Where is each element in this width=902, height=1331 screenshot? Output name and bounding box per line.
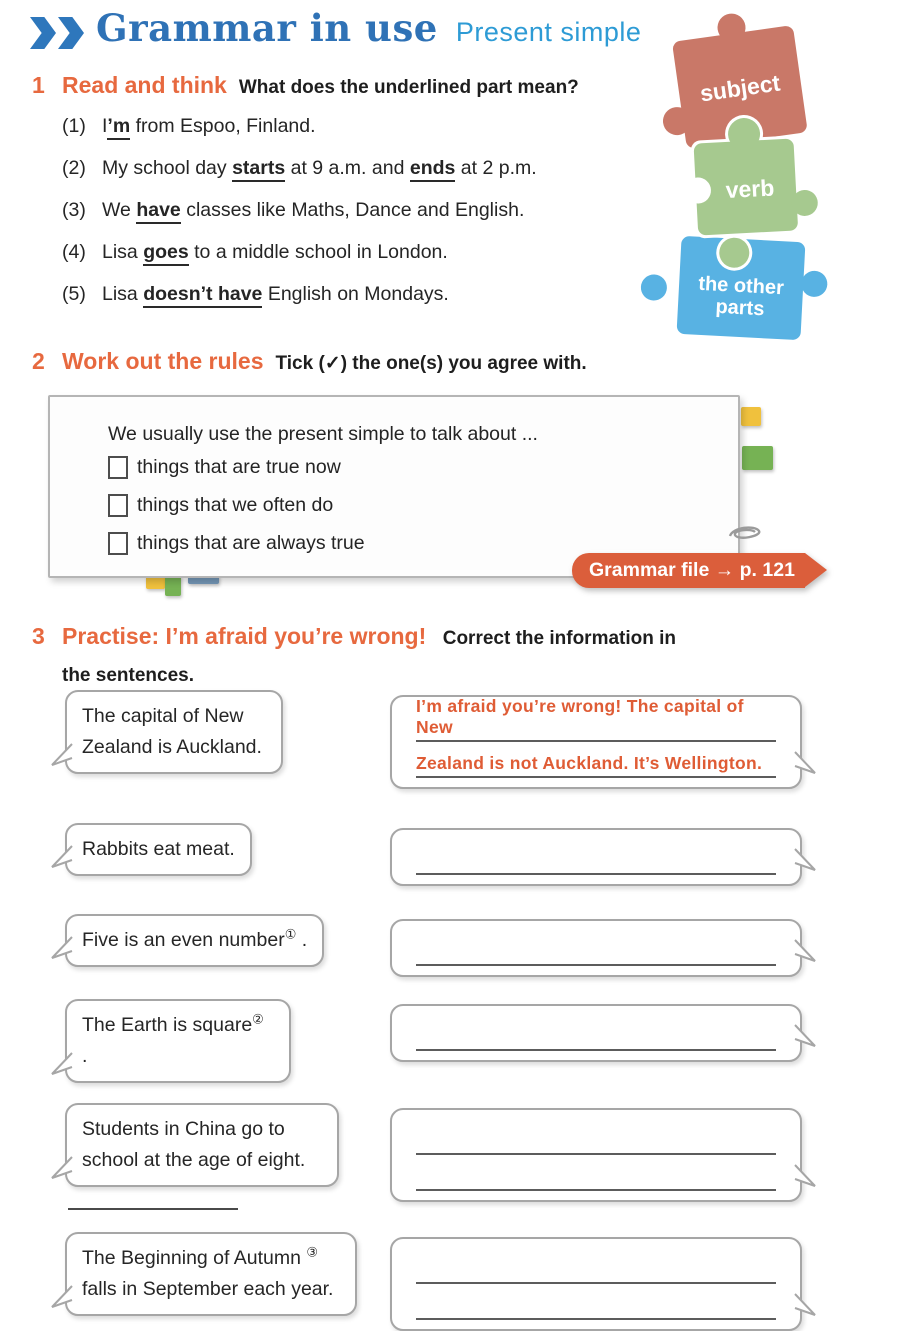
response-bubble <box>390 1237 802 1331</box>
statement-text <box>82 1011 264 1067</box>
underlined-part: ends <box>410 157 456 182</box>
response-bubble <box>390 1108 802 1202</box>
text-run: Rabbits eat meat. <box>82 838 235 860</box>
whiteboard-area <box>48 395 795 581</box>
pair-row <box>65 1232 802 1331</box>
underlined-part: starts <box>232 157 285 182</box>
sentence-item <box>62 157 537 180</box>
statement-text <box>82 1244 334 1300</box>
statement-bubble <box>65 1103 339 1187</box>
underlined-part: have <box>136 199 180 224</box>
statement-text <box>82 926 308 951</box>
section-title: Read and think <box>62 72 227 98</box>
statement-bubble <box>65 823 252 876</box>
statement-text <box>82 705 262 758</box>
bubble-tail <box>794 1164 816 1188</box>
rule-options <box>50 456 738 555</box>
marker-yellow-right <box>741 407 761 426</box>
pair-row <box>65 999 802 1083</box>
footnote-marker: ③ <box>306 1244 319 1260</box>
rule-option-label: things that we often do <box>137 494 334 516</box>
answer-line[interactable] <box>416 1119 776 1155</box>
statement-bubble <box>65 690 283 774</box>
bubble-tail <box>51 743 73 767</box>
marker-green-bottom <box>165 575 181 596</box>
rule-option-label: things that are true now <box>137 456 341 478</box>
footnote-marker: ① <box>284 926 297 942</box>
item-text <box>102 115 316 138</box>
bubble-tail <box>794 848 816 872</box>
section3-heading <box>32 618 692 695</box>
text-run: Lisa <box>102 283 144 305</box>
section-number: 1 <box>32 72 45 98</box>
item-number: (5) <box>62 283 86 305</box>
footnote-marker: ② <box>252 1011 264 1027</box>
footnote-divider <box>68 1208 238 1210</box>
response-bubble <box>390 828 802 886</box>
puzzle-label-other-2: parts <box>714 295 765 321</box>
checkbox[interactable] <box>108 494 128 517</box>
checkbox[interactable] <box>108 456 128 479</box>
page-subtitle: Present simple <box>455 17 642 47</box>
bubble-tail <box>51 1285 73 1309</box>
underlined-part: goes <box>143 241 189 266</box>
text-run: . <box>296 929 308 951</box>
bubble-tail <box>794 1024 816 1048</box>
section-title: Work out the rules <box>62 348 264 374</box>
text-run: The Beginning of Autumn <box>82 1247 307 1269</box>
pairs-container <box>65 690 802 1331</box>
item-text <box>102 157 537 180</box>
sentence-item <box>62 115 537 138</box>
statement-bubble <box>65 999 291 1083</box>
rule-option-label: things that are always true <box>137 532 365 554</box>
whiteboard <box>48 395 740 578</box>
text-run: My school day <box>102 157 233 179</box>
item-text <box>102 199 524 222</box>
text-run: classes like Maths, Dance and English. <box>180 199 525 221</box>
puzzle-label-verb: verb <box>724 174 775 204</box>
text-run: Students in China go to school at the age of eight. <box>82 1118 306 1171</box>
text-run: We <box>102 199 137 221</box>
text-run: The Earth is square <box>82 1014 253 1036</box>
bubble-tail <box>51 1156 73 1180</box>
text-run: . <box>82 1045 88 1067</box>
section1-heading <box>32 72 579 99</box>
statement-text <box>82 838 235 860</box>
statement-text <box>82 1118 305 1171</box>
text-run: to a middle school in London. <box>188 241 448 263</box>
rule-option <box>108 456 738 479</box>
page-header <box>30 6 641 50</box>
bubble-tail <box>794 939 816 963</box>
section-title: Practise: I’m afraid you’re wrong! <box>62 623 427 649</box>
item-number: (1) <box>62 115 86 137</box>
bubble-tail <box>51 936 73 960</box>
marker-green-right <box>742 446 773 470</box>
text-run: Five is an even number <box>82 929 285 951</box>
item-text <box>102 241 448 264</box>
checkbox[interactable] <box>108 532 128 555</box>
pair-row <box>65 690 802 789</box>
text-run: Lisa <box>102 241 144 263</box>
answer-line[interactable] <box>416 1284 776 1320</box>
bubble-tail <box>794 1293 816 1317</box>
puzzle-label-subject: subject <box>698 69 782 107</box>
statement-bubble <box>65 914 324 967</box>
section-number: 2 <box>32 348 45 374</box>
text-run: I <box>102 115 108 137</box>
rule-option <box>108 494 738 517</box>
section-number: 3 <box>32 623 45 649</box>
statement-bubble <box>65 1232 357 1316</box>
rules-intro: We usually use the present simple to talk about ... <box>108 423 538 445</box>
text-run: English on Mondays. <box>262 283 449 305</box>
underlined-part: doesn’t have <box>143 283 262 308</box>
sentence-item <box>62 283 537 306</box>
text-run: The capital of New Zealand is Auckland. <box>82 705 262 758</box>
answer-line[interactable] <box>416 1015 776 1051</box>
answer-line[interactable]: Zealand is not Auckland. It’s Wellington. <box>416 742 776 778</box>
pair-row <box>65 914 802 977</box>
section-prompt: Tick (✓) the one(s) you agree with. <box>275 353 587 374</box>
underlined-part: ’m <box>107 115 130 140</box>
grammar-file-badge: Grammar file → p. 121 <box>572 553 805 588</box>
answer-line[interactable] <box>416 1155 776 1191</box>
double-chevron-icon <box>30 17 84 49</box>
clip-icon <box>724 522 764 544</box>
response-bubble <box>390 1004 802 1062</box>
section2-heading <box>32 348 587 375</box>
text-run: at 2 p.m. <box>455 157 537 179</box>
answer-line[interactable] <box>416 1248 776 1284</box>
pair-row <box>65 1103 802 1202</box>
read-think-list <box>62 115 537 325</box>
answer-line[interactable]: I’m afraid you’re wrong! The capital of New <box>416 706 776 742</box>
text-run: from Espoo, Finland. <box>130 115 316 137</box>
bubble-tail <box>51 1052 73 1076</box>
rule-option <box>108 532 738 555</box>
item-text <box>102 283 449 306</box>
text-run: falls in September each year. <box>82 1278 334 1300</box>
section-prompt: What does the underlined part mean? <box>238 77 579 98</box>
item-number: (3) <box>62 199 86 221</box>
section-prompt: Correct the information in the sentences. <box>62 628 677 686</box>
response-bubble <box>390 919 802 977</box>
page-title: Grammar in use <box>96 6 438 50</box>
response-bubble <box>390 695 802 789</box>
answer-line[interactable] <box>416 839 776 875</box>
bubble-tail <box>794 751 816 775</box>
puzzle-graphic <box>630 0 902 348</box>
puzzle-label-other-1: the other <box>697 272 785 300</box>
pair-row <box>65 823 802 886</box>
section3-heading-text <box>62 618 692 695</box>
bubble-tail <box>51 845 73 869</box>
item-number: (4) <box>62 241 86 263</box>
sentence-item <box>62 241 537 264</box>
answer-line[interactable] <box>416 930 776 966</box>
sentence-item <box>62 199 537 222</box>
text-run: at 9 a.m. and <box>285 157 410 179</box>
item-number: (2) <box>62 157 86 179</box>
